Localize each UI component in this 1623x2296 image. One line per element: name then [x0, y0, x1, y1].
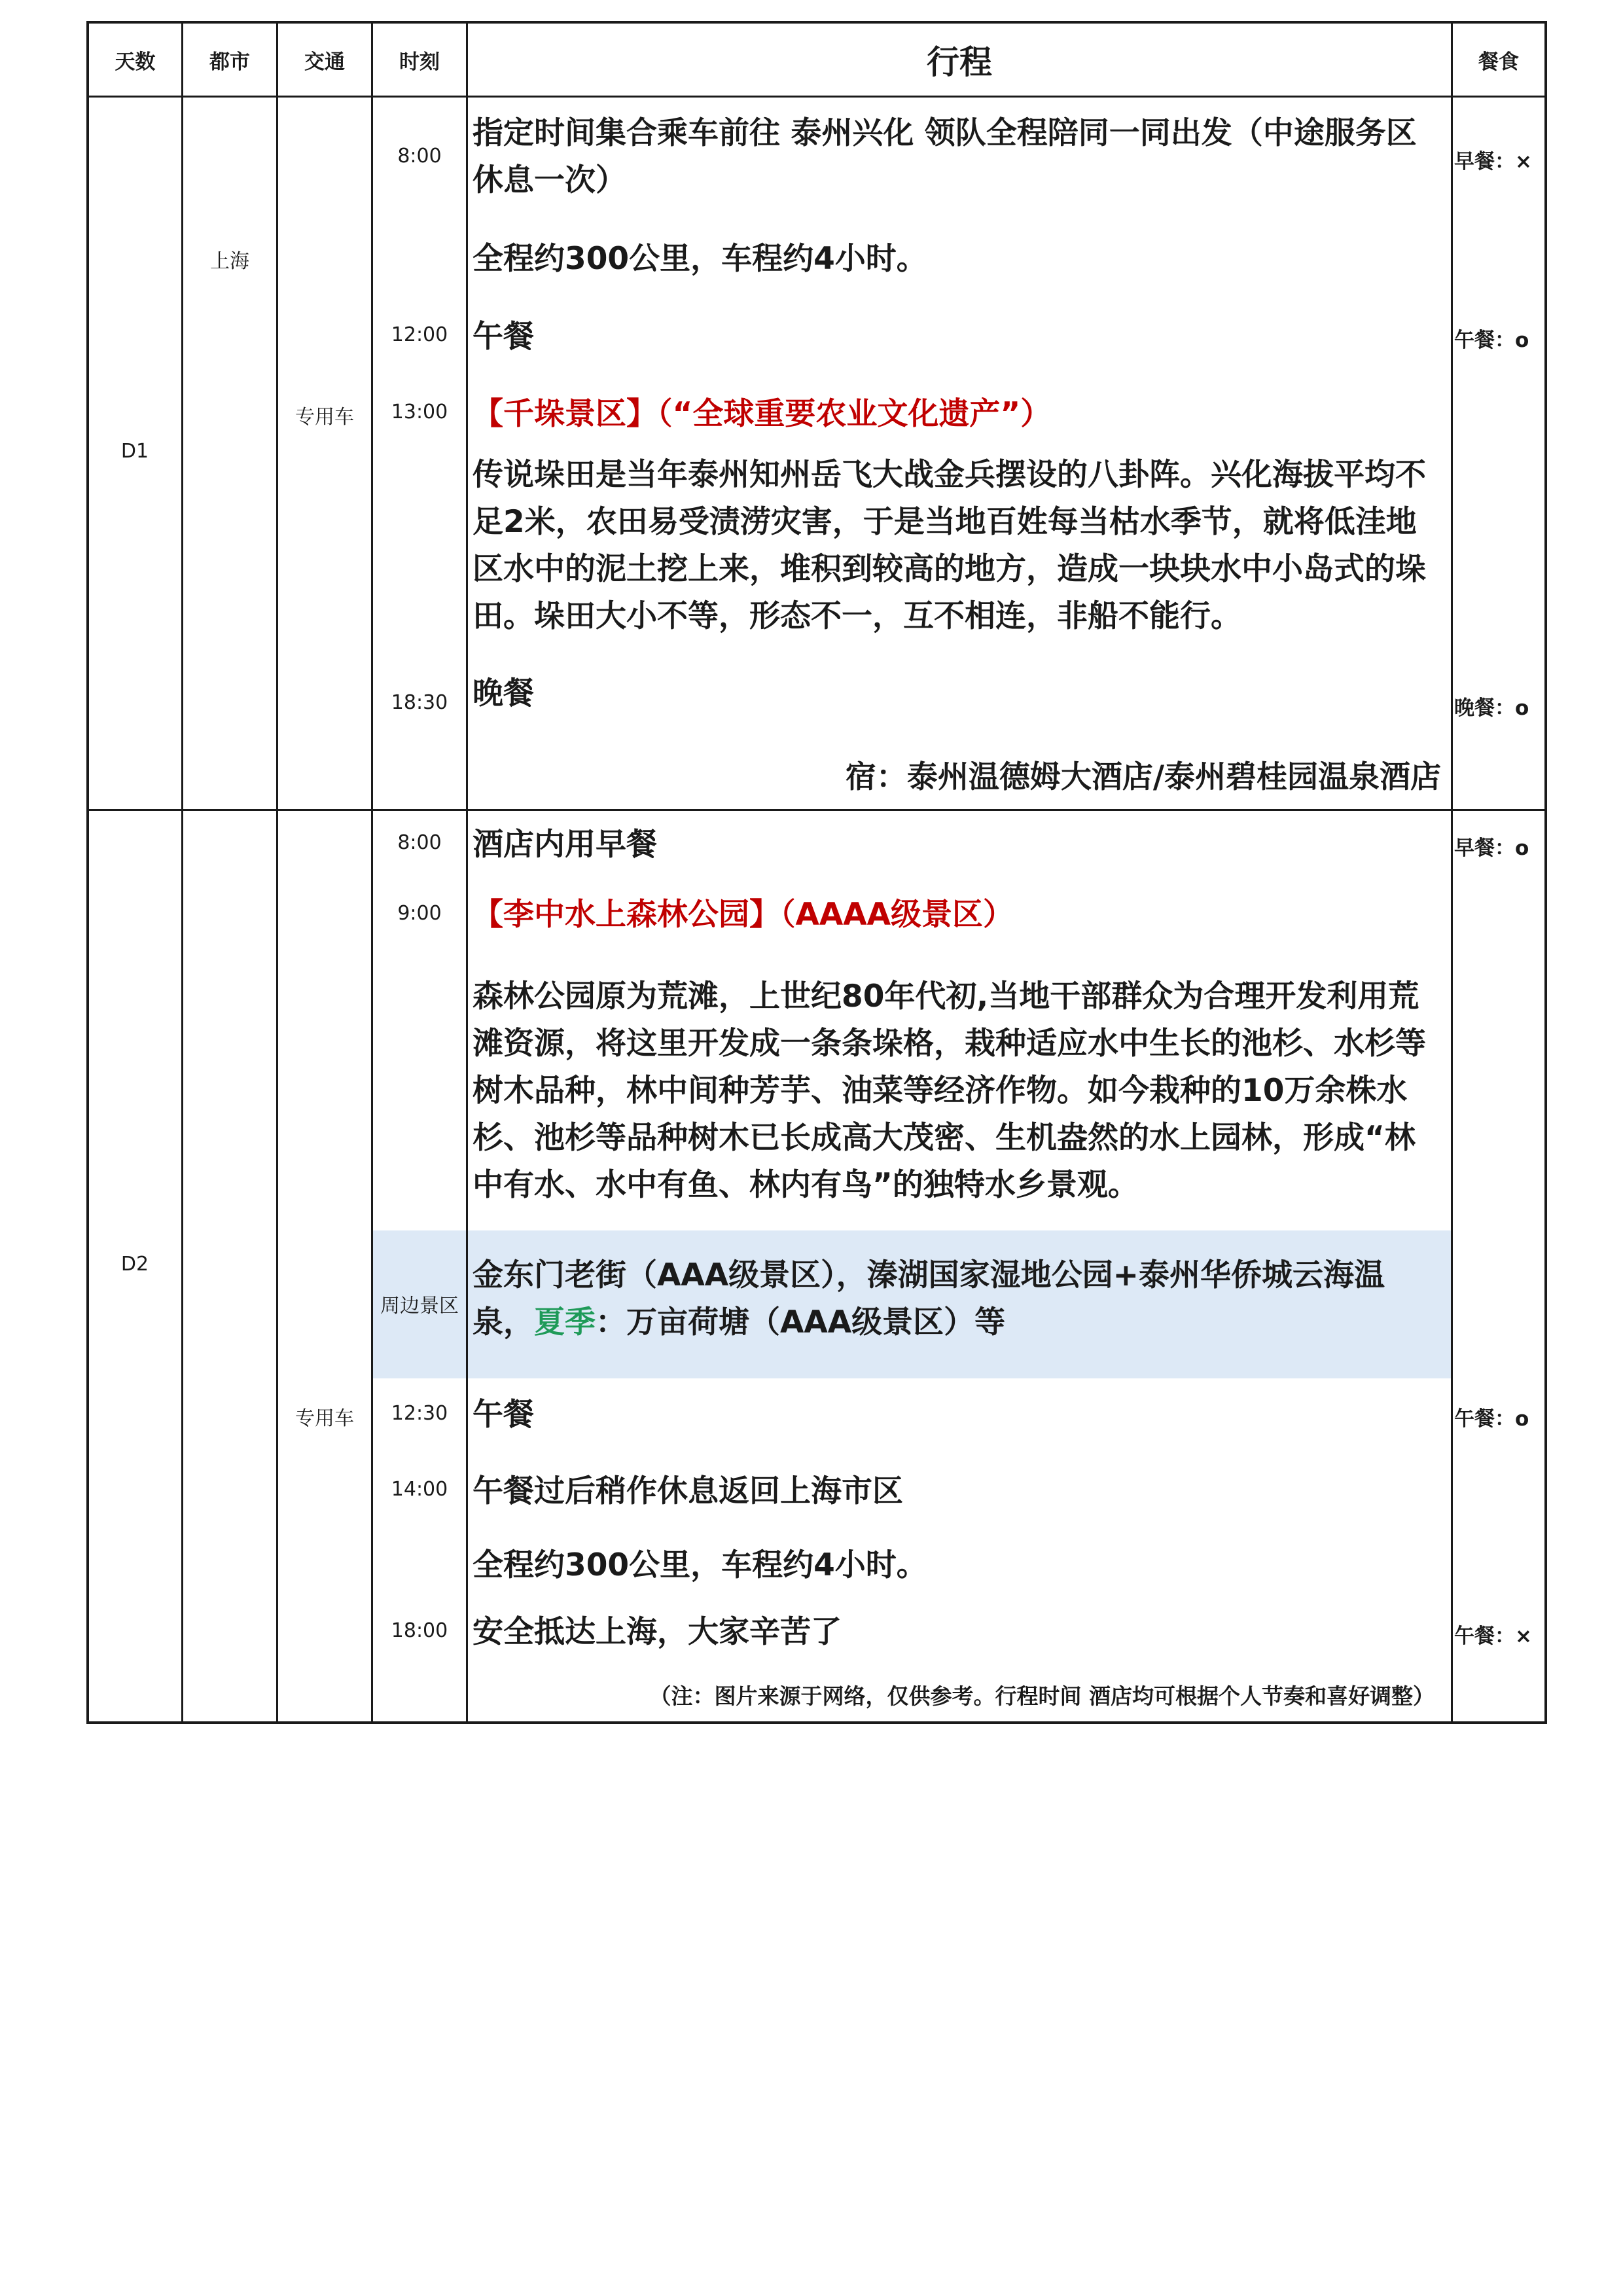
d1-city: 上海	[210, 250, 249, 273]
d1-attraction-desc: 传说垛田是当年泰州知州岳飞大战金兵摆设的八卦阵。兴化海拔平均不足2米，农田易受渍涝灾害，于是当地百姓每当枯水季节，就将低洼地区水中的泥土挖上来，堆积到较高的地方，造成一块块水中小岛式的垛田。垛田大小不等，形态不一，互不相连，非船不能行。	[473, 457, 1426, 634]
header-day: 天数	[115, 50, 156, 74]
d1-depart-text: 指定时间集合乘车前往 泰州兴化 领队全程陪同一同出发（中途服务区休息一次）	[473, 115, 1417, 198]
d2-lunch-text: 午餐	[473, 1397, 534, 1433]
day-divider	[86, 809, 1547, 811]
d2-time-lunch: 12:30	[391, 1402, 448, 1425]
d2-time-attraction: 9:00	[397, 902, 442, 925]
table-border-right	[1544, 21, 1547, 1724]
table-border-left	[86, 21, 89, 1724]
d2-meal-last: 午餐：×	[1454, 1624, 1532, 1648]
d2-distance-text: 全程约300公里，车程约4小时。	[473, 1547, 927, 1583]
col-divider-transport	[276, 21, 278, 1724]
header-time: 时刻	[399, 50, 440, 74]
d1-distance-text: 全程约300公里，车程约4小时。	[473, 241, 927, 277]
header-transport: 交通	[304, 50, 345, 74]
header-city: 都市	[209, 50, 250, 74]
col-divider-time	[371, 21, 373, 1724]
d2-attraction-desc: 森林公园原为荒滩，上世纪80年代初,当地干部群众为合理开发利用荒滩资源，将这里开发成一条条垛格，栽种适应水中生长的池杉、水杉等树木品种，林中间种芳芋、油菜等经济作物。如今栽种的10万余株水杉、池杉等品种树木已长成高大茂密、生机盎然的水上园林，形成“林中有水、水中有鱼、林内有鸟”的独特水乡景观。	[473, 978, 1426, 1203]
d2-return-text: 午餐过后稍作休息返回上海市区	[473, 1473, 903, 1509]
d1-time-depart: 8:00	[397, 145, 442, 168]
d2-day-label: D2	[120, 1253, 149, 1276]
header-itinerary: 行程	[927, 43, 992, 81]
d1-dinner-text: 晚餐	[473, 675, 534, 711]
col-divider-meals	[1451, 21, 1453, 1724]
d2-time-return: 14:00	[391, 1478, 448, 1501]
d2-meal-lunch: 午餐：ο	[1454, 1407, 1529, 1431]
header-divider	[86, 96, 1547, 98]
d2-transport: 专用车	[295, 1407, 354, 1430]
d2-nearby-part1: 金东门老街（AAA级景区），溱湖国家湿地公园+泰州华侨城云海温泉，	[473, 1257, 1385, 1340]
d1-time-lunch: 12:00	[391, 323, 448, 346]
col-divider-city	[181, 21, 183, 1724]
d2-nearby-part2: ：万亩荷塘（AAA级景区）等	[596, 1304, 1006, 1340]
d2-time-breakfast: 8:00	[397, 831, 442, 854]
header-meals: 餐食	[1478, 50, 1519, 74]
d1-meal-lunch: 午餐：ο	[1454, 329, 1529, 352]
d2-note-text: （注：图片来源于网络，仅供参考。行程时间 酒店均可根据个人节奏和喜好调整）	[649, 1683, 1435, 1709]
d2-meal-breakfast: 早餐：ο	[1454, 836, 1529, 860]
d1-hotel-text: 宿：泰州温德姆大酒店/泰州碧桂园温泉酒店	[845, 759, 1441, 795]
d2-arrive-text: 安全抵达上海，大家辛苦了	[473, 1614, 842, 1650]
d2-breakfast-text: 酒店内用早餐	[473, 827, 657, 863]
d1-day-label: D1	[120, 440, 149, 463]
d1-time-attraction: 13:00	[391, 401, 448, 423]
d1-meal-dinner: 晚餐：ο	[1454, 696, 1529, 720]
d2-nearby-summer: 夏季	[534, 1304, 596, 1340]
d1-attraction-title: 【千垛景区】（“全球重要农业文化遗产”）	[473, 396, 1052, 432]
col-divider-itinerary	[466, 21, 468, 1724]
d1-lunch-text: 午餐	[473, 319, 534, 355]
d2-time-arrive: 18:00	[391, 1619, 448, 1642]
table-border-bottom	[86, 1721, 1547, 1724]
d1-time-dinner: 18:30	[391, 691, 448, 714]
d2-nearby-text	[473, 1252, 1441, 1346]
d2-time-nearby: 周边景区	[380, 1295, 459, 1318]
d1-meal-breakfast: 早餐：×	[1454, 150, 1532, 173]
d1-transport: 专用车	[295, 406, 354, 429]
d2-attraction-title: 【李中水上森林公园】（AAAA级景区）	[473, 897, 1014, 933]
